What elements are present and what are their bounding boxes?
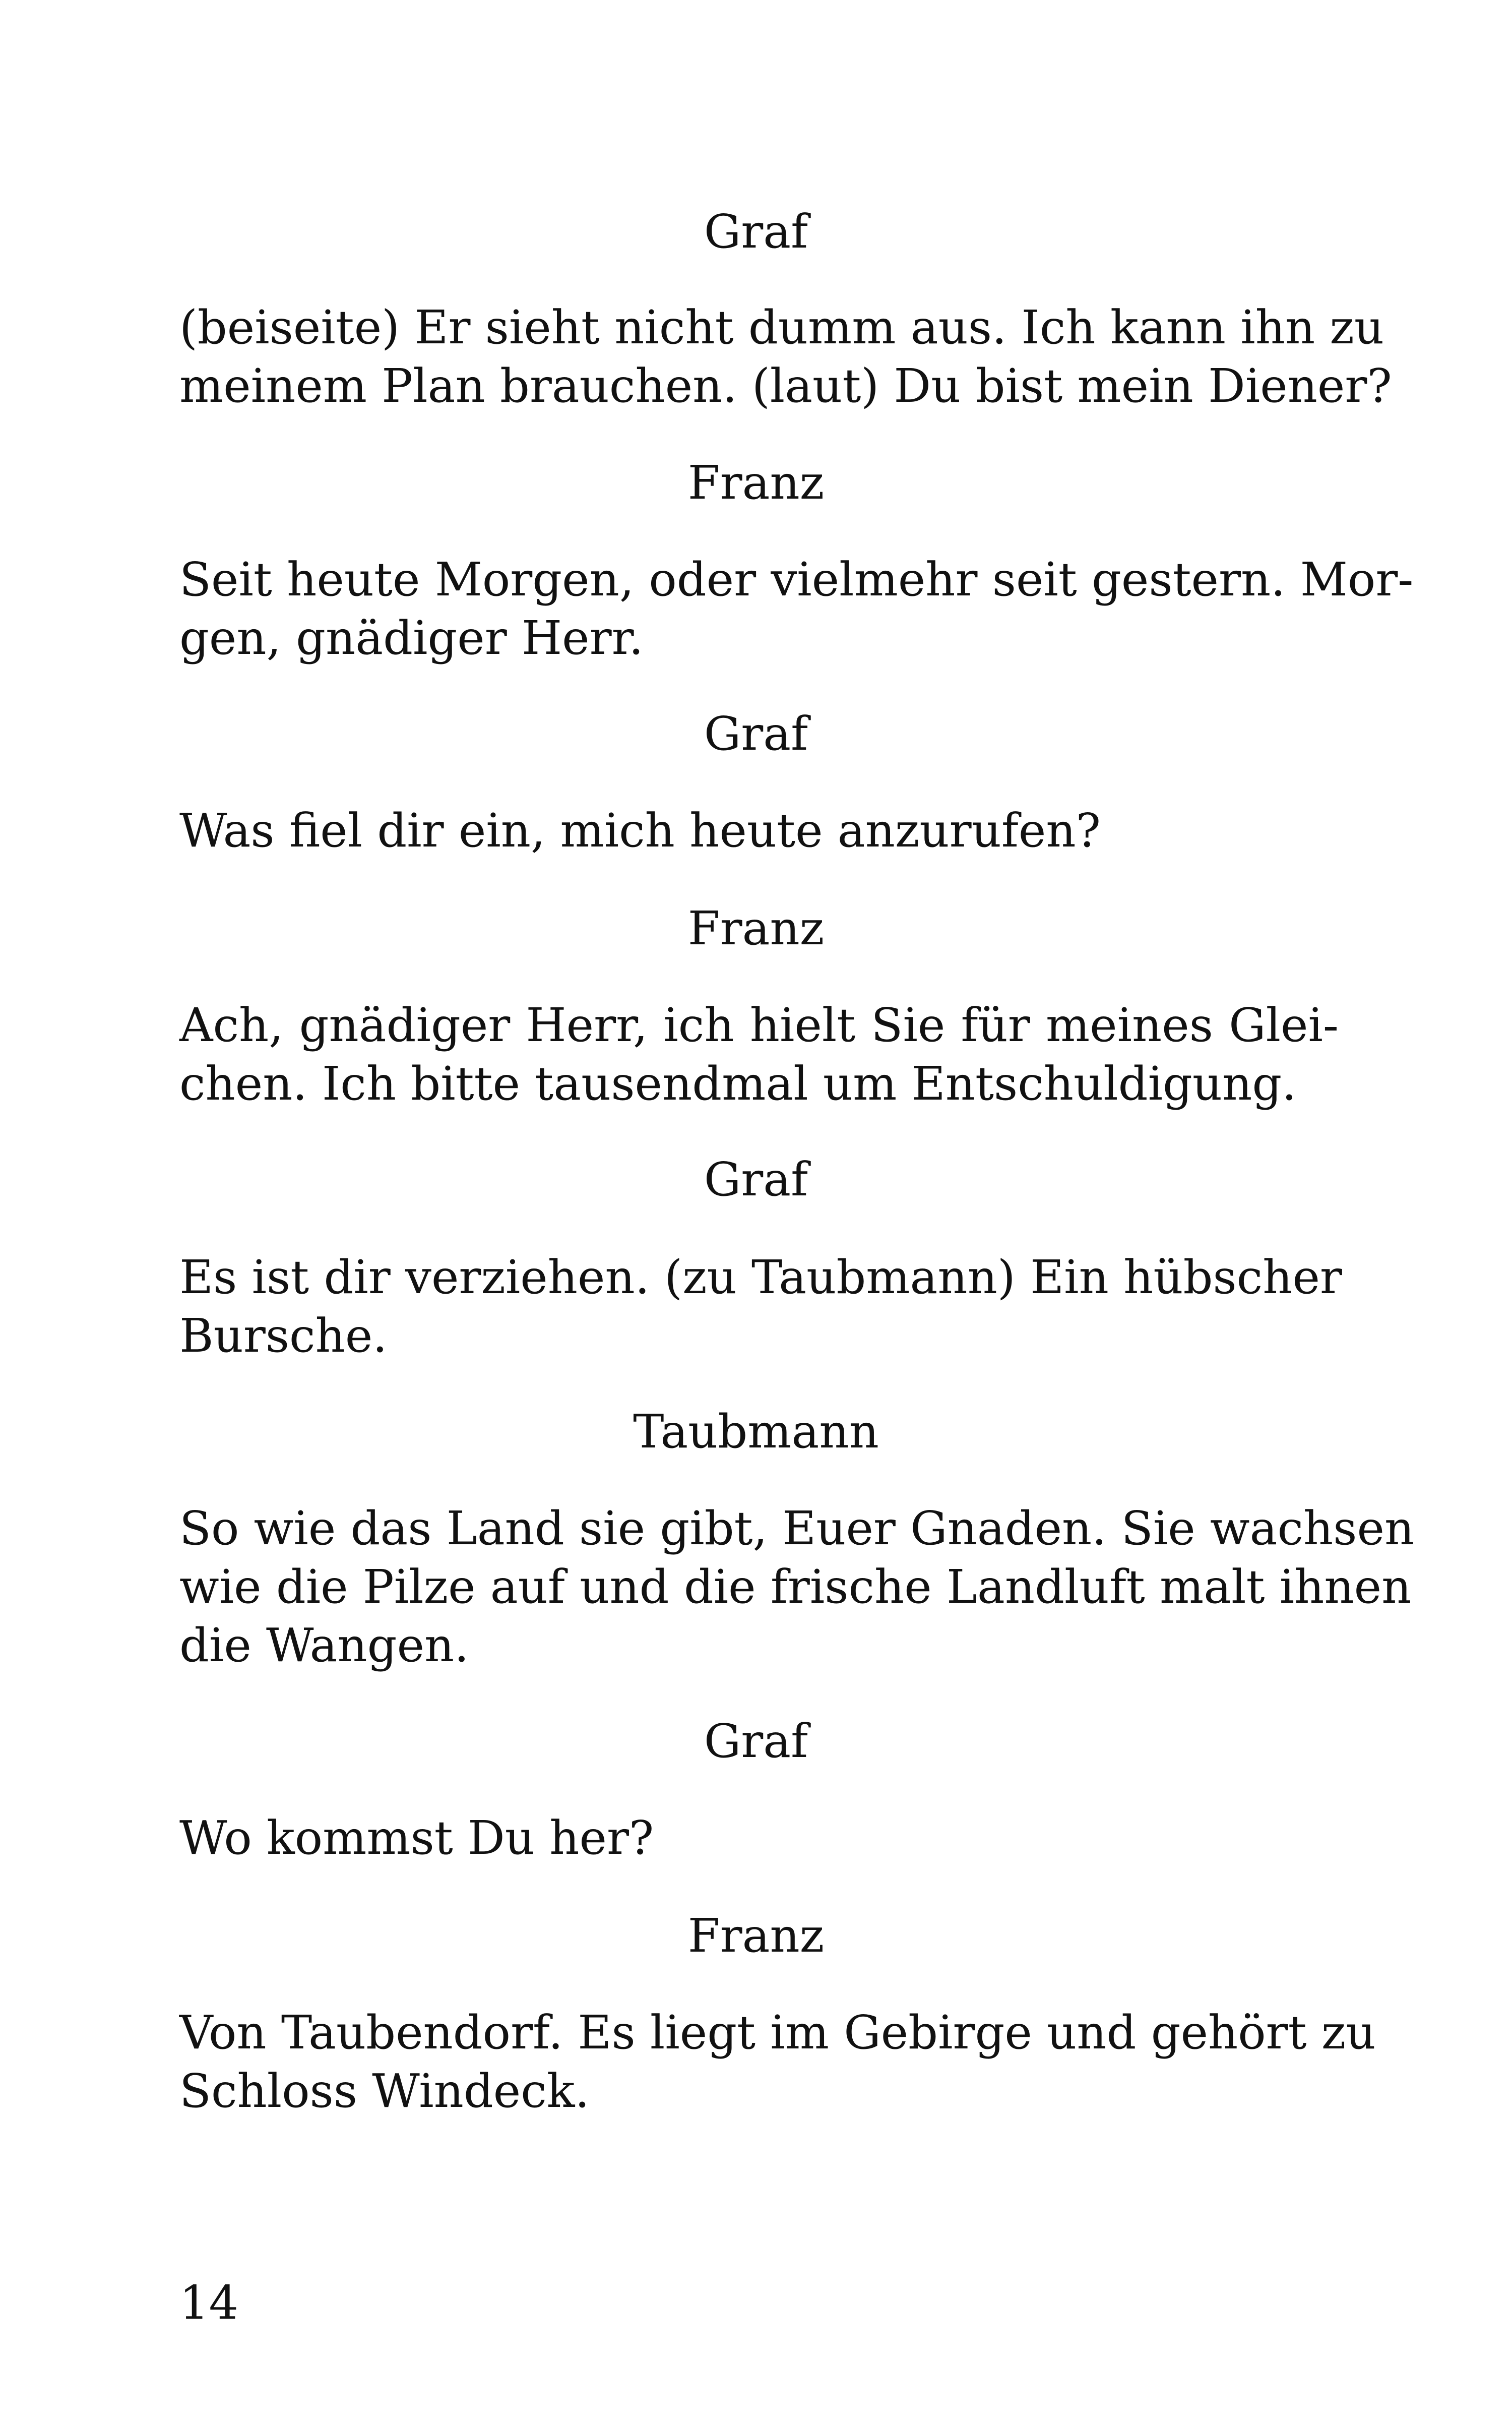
- speaker-name: Graf: [704, 205, 808, 259]
- dialogue-line: gen, gnädiger Herr.: [179, 611, 644, 665]
- dialogue-line: Schloss Windeck.: [179, 2064, 590, 2118]
- dialogue-line: chen. Ich bitte tausendmal um Entschuldigung.: [179, 1057, 1297, 1111]
- dialogue-paragraph: [179, 2004, 1376, 2121]
- speaker-name: Graf: [704, 1714, 808, 1768]
- dialogue-line: meinem Plan brauchen. (laut) Du bist mein Diener?: [179, 359, 1392, 413]
- dialogue-line: Bursche.: [179, 1309, 388, 1363]
- speaker-name: Franz: [687, 901, 825, 955]
- dialogue-paragraph: [179, 1499, 1415, 1675]
- dialogue-line: Ach, gnädiger Herr, ich hielt Sie für meines Glei-: [179, 998, 1339, 1052]
- dialogue-paragraph: [179, 1248, 1342, 1365]
- dialogue-paragraph: [179, 551, 1414, 668]
- dialogue-line: wie die Pilze auf und die frische Landluft malt ihnen: [179, 1560, 1412, 1614]
- dialogue-line: Von Taubendorf. Es liegt im Gebirge und gehört zu: [179, 2006, 1376, 2060]
- dialogue-paragraph: [179, 298, 1392, 415]
- dialogue-line: Was fiel dir ein, mich heute anzurufen?: [179, 804, 1101, 858]
- dialogue-line: Es ist dir verziehen. (zu Taubmann) Ein hübscher: [179, 1250, 1342, 1304]
- speaker-name: Graf: [704, 707, 808, 761]
- speaker-name: Graf: [704, 1153, 808, 1206]
- speaker-name: Franz: [687, 1909, 825, 1963]
- dialogue-line: (beiseite) Er sieht nicht dumm aus. Ich kann ihn zu: [179, 300, 1384, 354]
- dialogue-paragraph: [179, 802, 1339, 860]
- dialogue-line: So wie das Land sie gibt, Euer Gnaden. Sie wachsen: [179, 1501, 1415, 1555]
- dialogue-line: die Wangen.: [179, 1618, 469, 1672]
- page-number: 14: [179, 2276, 239, 2330]
- dialogue-line: Seit heute Morgen, oder vielmehr seit gestern. Mor-: [179, 553, 1414, 607]
- dialogue-paragraph: [179, 1809, 1339, 1867]
- speaker-name: Taubmann: [633, 1405, 879, 1459]
- speaker-name: Franz: [687, 456, 825, 510]
- dialogue-paragraph: [179, 996, 1339, 1113]
- dialogue-line: Wo kommst Du her?: [179, 1811, 654, 1865]
